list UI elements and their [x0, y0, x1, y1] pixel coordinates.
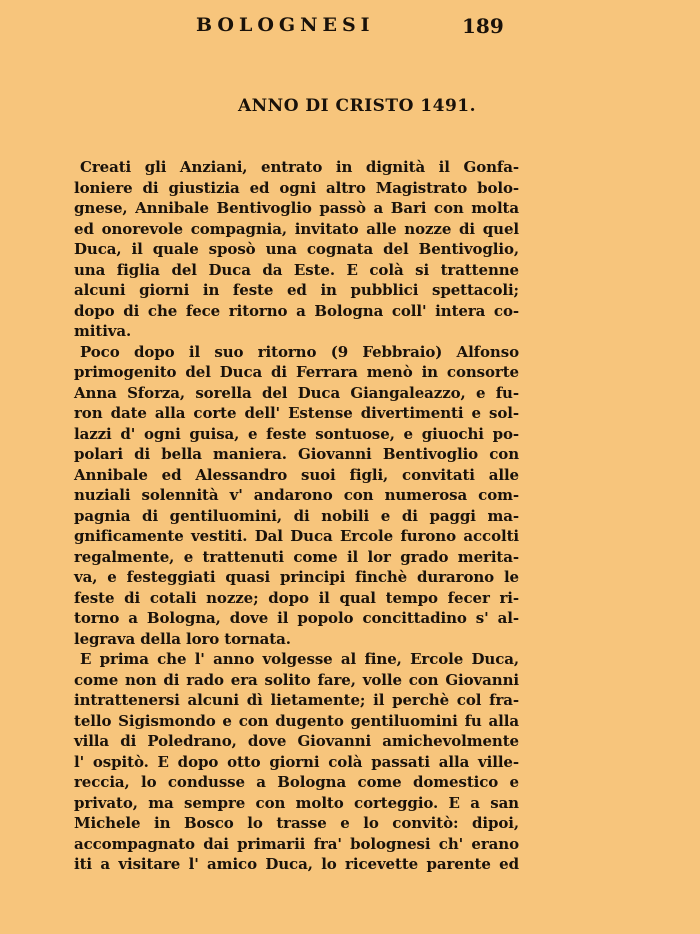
text-line: iti a visitare l' amico Duca, lo ricevette parente ed [74, 855, 519, 873]
text-line: gnificamente vestiti. Dal Duca Ercole furono accolti [74, 527, 519, 545]
text-line: legrava della loro tornata. [74, 629, 291, 648]
text-line: accompagnato dai primarii fra' bolognesi ch' erano [74, 834, 519, 853]
text-line: E prima che l' anno volgesse al fine, Ercole Duca, [80, 650, 519, 668]
text-line: Anna Sforza, sorella del Duca Giangaleazzo, e fu- [74, 383, 519, 402]
text-line: ron date alla corte dell' Estense divertimenti e sol- [74, 404, 519, 422]
text-line: Poco dopo il suo ritorno (9 Febbraio) Alfonso [80, 342, 519, 361]
text-line: alcuni giorni in feste ed in pubblici spettacoli; [74, 281, 519, 299]
text-line: mitiva. [74, 322, 132, 340]
text-line: reccia, lo condusse a Bologna come domestico e [74, 773, 519, 791]
text-line: Michele in Bosco lo trasse e lo convitò: dipoi, [74, 814, 519, 832]
text-line: tello Sigismondo e con dugento gentiluomini fu alla [74, 711, 519, 730]
text-line: Annibale ed Alessandro suoi figli, convitati alle [74, 465, 519, 484]
text-line: l' ospitò. E dopo otto giorni colà passati alla ville- [74, 752, 519, 771]
text-line: pagnia di gentiluomini, di nobili e di paggi ma- [74, 506, 519, 525]
text-line: privato, ma sempre con molto corteggio. E a san [74, 793, 519, 812]
text-line: polari di bella maniera. Giovanni Bentivoglio con [74, 445, 519, 463]
text-line: primogenito del Duca di Ferrara menò in consorte [74, 363, 519, 381]
text-line: lazzi d' ogni guisa, e feste sontuose, e giuochi po- [74, 424, 519, 443]
body-text [74, 157, 519, 875]
text-line: regalmente, e trattenuti come il lor grado merita- [74, 547, 519, 566]
text-line: una figlia del Duca da Este. E colà si trattenne [74, 260, 519, 279]
text-line: va, e festeggiati quasi principi finchè durarono le [74, 568, 519, 586]
text-line: ed onorevole compagnia, invitato alle nozze di quel [74, 219, 519, 238]
text-line: gnese, Annibale Bentivoglio passò a Bari con molta [74, 199, 519, 217]
text-line: torno a Bologna, dove il popolo concittadino s' al- [74, 609, 519, 627]
page-number: 189 [462, 14, 504, 38]
text-line: dopo di che fece ritorno a Bologna coll' intera co- [74, 301, 519, 320]
section-title: ANNO DI CRISTO 1491. [237, 96, 477, 116]
text-line: feste di cotali nozze; dopo il qual tempo fecer ri- [74, 588, 519, 607]
text-line: loniere di giustizia ed ogni altro Magistrato bolo- [74, 178, 519, 197]
text-line: come non di rado era solito fare, volle con Giovanni [74, 670, 519, 689]
text-line: nuziali solennità v' andarono con numerosa com- [74, 486, 519, 504]
text-line: intrattenersi alcuni dì lietamente; il perchè col fra- [74, 691, 519, 709]
running-title: BOLOGNESI [196, 14, 375, 36]
page-header [0, 14, 700, 40]
text-line: villa di Poledrano, dove Giovanni amichevolmente [74, 732, 519, 750]
text-line: Creati gli Anziani, entrato in dignità il Gonfa- [80, 158, 519, 176]
text-line: Duca, il quale sposò una cognata del Bentivoglio, [74, 240, 519, 258]
